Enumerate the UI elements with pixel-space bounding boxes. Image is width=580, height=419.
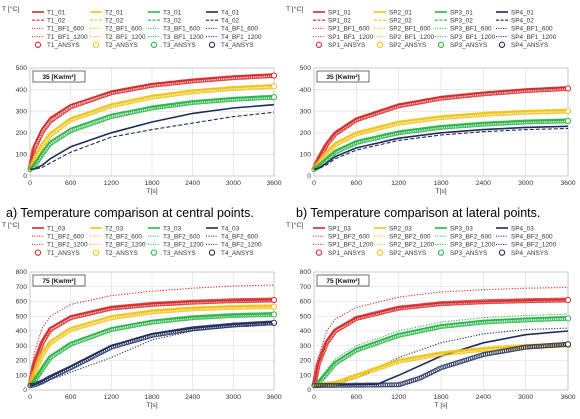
chart-panel-top-left xyxy=(2,5,282,195)
y-tick-label: 200 xyxy=(15,357,27,365)
legend-label: T2_BF2_1200 xyxy=(105,241,146,249)
y-tick-label: 0 xyxy=(23,173,27,181)
x-tick-label: 1800 xyxy=(144,394,160,401)
legend-label: T2_02 xyxy=(105,17,124,25)
x-tick-label: 1200 xyxy=(103,394,119,401)
x-tick-label: 2400 xyxy=(475,394,491,401)
x-tick-label: 600 xyxy=(64,180,77,187)
legend-marker-glyph xyxy=(499,42,504,47)
legend-item xyxy=(35,42,79,49)
legend-item xyxy=(374,26,431,33)
legend-label: T4_01 xyxy=(221,9,240,17)
legend-label: SP3_BF1_600 xyxy=(450,25,492,33)
legend-item xyxy=(374,234,431,241)
x-tick-label: 1800 xyxy=(433,180,449,187)
legend-item xyxy=(313,225,351,232)
y-tick-label: 400 xyxy=(15,86,27,94)
legend-marker-glyph xyxy=(316,250,321,255)
legend-label: SP2_ANSYS xyxy=(389,42,427,50)
legend-item xyxy=(438,42,487,49)
y-tick-label: 800 xyxy=(299,269,311,277)
legend-item xyxy=(90,18,124,25)
legend-label: T3_BF2_1200 xyxy=(163,241,204,249)
legend-label: SP1_BF1_1200 xyxy=(328,33,374,41)
legend-marker-glyph xyxy=(377,42,382,47)
legend-item xyxy=(313,9,351,16)
legend-item xyxy=(313,234,370,241)
legend-label: T1_02 xyxy=(47,17,66,25)
legend-item xyxy=(90,234,142,241)
legend-item xyxy=(148,34,204,41)
legend-item xyxy=(435,242,496,249)
y-axis-label: T [°C] xyxy=(286,6,304,13)
legend-label: T4_ANSYS xyxy=(221,249,254,257)
legend-item xyxy=(374,18,412,25)
legend-label: T4_BF2_600 xyxy=(221,233,258,241)
legend-item xyxy=(93,250,137,257)
y-tick-label: 200 xyxy=(299,130,311,137)
legend-label: SP2_ANSYS xyxy=(389,249,427,257)
legend-item xyxy=(496,34,557,41)
legend-label: SP2_01 xyxy=(389,9,412,17)
data-point xyxy=(565,342,570,347)
legend-label: T1_BF1_600 xyxy=(47,25,84,33)
data-point xyxy=(271,320,276,325)
legend-label: T1_ANSYS xyxy=(47,42,80,50)
legend-marker-glyph xyxy=(209,42,214,47)
y-tick-label: 400 xyxy=(299,328,311,336)
caption-a: a) Temperature comparison at central points. xyxy=(6,206,254,220)
legend-label: SP1_BF2_600 xyxy=(328,233,370,241)
legend-item xyxy=(148,234,200,241)
legend-label: T4_03 xyxy=(221,225,240,233)
legend-label: SP2_BF2_1200 xyxy=(389,241,435,249)
y-tick-label: 600 xyxy=(15,298,27,306)
legend-label: T1_BF2_600 xyxy=(47,233,84,241)
legend-item xyxy=(316,250,365,257)
data-point xyxy=(271,73,276,78)
y-axis-label: T [°C] xyxy=(286,222,304,229)
annotation-text: 75 [Kw/m²] xyxy=(42,278,76,286)
legend-label: T4_ANSYS xyxy=(221,42,254,50)
legend-label: T2_03 xyxy=(105,225,124,233)
legend-label: T3_03 xyxy=(163,225,182,233)
legend-label: SP2_03 xyxy=(389,225,412,233)
grid xyxy=(314,272,568,390)
legend-item xyxy=(313,26,370,33)
x-tick-label: 3000 xyxy=(225,394,241,401)
data-point xyxy=(271,312,276,317)
legend-item xyxy=(151,250,195,257)
data-point xyxy=(271,84,276,89)
legend-label: SP2_BF2_600 xyxy=(389,233,431,241)
legend-label: T2_BF2_600 xyxy=(105,233,142,241)
legend-item xyxy=(90,242,146,249)
legend-label: SP2_BF1_600 xyxy=(389,25,431,33)
legend-label: T3_BF1_1200 xyxy=(163,33,204,41)
legend-label: T2_BF1_1200 xyxy=(105,33,146,41)
legend-label: SP1_BF1_600 xyxy=(328,25,370,33)
y-tick-label: 300 xyxy=(15,342,27,350)
legend-item xyxy=(374,242,435,249)
y-tick-label: 100 xyxy=(299,372,311,380)
legend-marker-glyph xyxy=(151,250,156,255)
annotation-text: 75 [Kw/m²] xyxy=(326,278,360,286)
legend-label: SP4_01 xyxy=(511,9,534,17)
x-tick-label: 3600 xyxy=(266,180,282,187)
legend-item xyxy=(148,242,204,249)
annotation-text: 35 [Kw/m²] xyxy=(42,74,76,82)
legend-item xyxy=(148,18,182,25)
y-tick-label: 400 xyxy=(15,328,27,336)
legend-item xyxy=(151,42,195,49)
legend-item xyxy=(90,9,124,16)
x-axis-label: T[s] xyxy=(146,402,158,409)
legend-item xyxy=(313,242,374,249)
legend-marker-glyph xyxy=(35,42,40,47)
legend-item xyxy=(93,42,137,49)
legend-item xyxy=(35,250,79,257)
y-tick-label: 0 xyxy=(307,387,311,395)
legend-label: T1_01 xyxy=(47,9,66,17)
annotation-text: 35 [Kw/m²] xyxy=(326,74,360,82)
heat-flux-annotation xyxy=(33,275,85,286)
legend-label: SP4_BF2_600 xyxy=(511,233,553,241)
legend-item xyxy=(377,250,426,257)
chart-panel-top-right xyxy=(286,5,576,195)
data-point xyxy=(565,86,570,91)
x-tick-label: 1200 xyxy=(391,394,407,401)
legend-item xyxy=(374,9,412,16)
x-tick-label: 2400 xyxy=(185,180,201,187)
legend-item xyxy=(435,9,473,16)
legend-label: SP3_ANSYS xyxy=(450,42,488,50)
y-tick-label: 500 xyxy=(15,65,27,73)
legend-label: SP2_BF1_1200 xyxy=(389,33,435,41)
data-point xyxy=(271,304,276,309)
legend-label: SP4_ANSYS xyxy=(511,42,549,50)
x-tick-label: 3600 xyxy=(560,180,576,187)
legend-item xyxy=(374,34,435,41)
x-tick-label: 3000 xyxy=(225,180,241,187)
legend-marker-glyph xyxy=(499,250,504,255)
x-tick-label: 600 xyxy=(350,180,363,187)
data-point xyxy=(271,95,276,100)
x-tick-label: 3600 xyxy=(266,394,282,401)
y-tick-label: 400 xyxy=(299,86,311,94)
caption-b: b) Temperature comparison at lateral points. xyxy=(296,206,541,220)
x-tick-label: 1200 xyxy=(391,180,407,187)
data-point xyxy=(565,109,570,114)
legend xyxy=(313,225,557,257)
legend-item xyxy=(499,42,548,49)
legend-label: T3_ANSYS xyxy=(163,249,196,257)
legend-item xyxy=(313,34,374,41)
y-tick-label: 100 xyxy=(299,151,311,159)
y-tick-label: 100 xyxy=(15,372,27,380)
legend-label: SP4_02 xyxy=(511,17,534,25)
x-axis-label: T[s] xyxy=(435,188,447,195)
legend-label: T4_BF2_1200 xyxy=(221,241,262,249)
legend-item xyxy=(316,42,365,49)
legend-label: T4_BF1_1200 xyxy=(221,33,262,41)
legend-item xyxy=(435,234,492,241)
legend xyxy=(313,9,557,49)
legend-label: T1_03 xyxy=(47,225,66,233)
legend xyxy=(32,225,262,257)
y-tick-label: 0 xyxy=(23,387,27,395)
legend-item xyxy=(90,26,142,33)
legend-item xyxy=(499,250,548,257)
legend-item xyxy=(435,18,473,25)
y-tick-label: 300 xyxy=(15,108,27,116)
legend-label: SP3_ANSYS xyxy=(450,249,488,257)
legend-item xyxy=(32,26,84,33)
legend-label: SP3_01 xyxy=(450,9,473,17)
y-axis-label: T [°C] xyxy=(2,6,20,13)
x-tick-label: 3600 xyxy=(560,394,576,401)
chart-panel-bottom-right xyxy=(286,221,576,409)
legend-label: T2_01 xyxy=(105,9,124,17)
heat-flux-annotation xyxy=(317,71,369,82)
legend-marker-glyph xyxy=(35,250,40,255)
legend-label: SP3_BF1_1200 xyxy=(450,33,496,41)
legend-label: SP1_02 xyxy=(328,17,351,25)
x-tick-label: 0 xyxy=(28,394,32,401)
legend-label: SP1_ANSYS xyxy=(328,249,366,257)
legend-item xyxy=(206,242,262,249)
legend-marker-glyph xyxy=(93,250,98,255)
legend-item xyxy=(206,234,258,241)
legend-label: SP1_03 xyxy=(328,225,351,233)
legend-label: T2_BF1_600 xyxy=(105,25,142,33)
legend-label: SP3_03 xyxy=(450,225,473,233)
legend-label: SP4_03 xyxy=(511,225,534,233)
legend-item xyxy=(148,26,200,33)
x-tick-label: 0 xyxy=(28,180,32,187)
legend-item xyxy=(90,225,124,232)
x-tick-label: 600 xyxy=(64,394,77,401)
legend-label: SP4_BF2_1200 xyxy=(511,241,557,249)
x-tick-label: 2400 xyxy=(475,180,491,187)
legend-label: SP4_BF1_600 xyxy=(511,25,553,33)
data-point xyxy=(565,118,570,123)
legend-item xyxy=(209,250,253,257)
x-tick-label: 1800 xyxy=(144,180,160,187)
y-tick-label: 200 xyxy=(15,130,27,137)
legend-label: SP4_BF1_1200 xyxy=(511,33,557,41)
legend-item xyxy=(435,34,496,41)
legend-label: SP2_02 xyxy=(389,17,412,25)
legend-label: SP3_BF2_1200 xyxy=(450,241,496,249)
heat-flux-annotation xyxy=(317,275,369,286)
x-tick-label: 0 xyxy=(312,394,316,401)
legend-item xyxy=(148,9,182,16)
legend-item xyxy=(32,9,66,16)
x-tick-label: 600 xyxy=(350,394,363,401)
legend-label: SP3_BF2_600 xyxy=(450,233,492,241)
legend-label: T3_BF1_600 xyxy=(163,25,200,33)
y-tick-label: 700 xyxy=(299,283,311,291)
legend-label: T3_02 xyxy=(163,17,182,25)
legend-label: SP1_BF2_1200 xyxy=(328,241,374,249)
legend-label: T2_ANSYS xyxy=(105,249,138,257)
legend-item xyxy=(209,42,253,49)
legend-marker-glyph xyxy=(316,42,321,47)
heat-flux-annotation xyxy=(33,71,85,82)
x-tick-label: 0 xyxy=(312,180,316,187)
legend-item xyxy=(313,18,351,25)
legend-item xyxy=(496,9,534,16)
x-axis-label: T [s] xyxy=(434,402,448,409)
legend-item xyxy=(496,234,553,241)
y-tick-label: 700 xyxy=(15,283,27,291)
legend-item xyxy=(496,225,534,232)
legend-label: SP3_02 xyxy=(450,17,473,25)
legend-label: SP1_01 xyxy=(328,9,351,17)
legend-label: T4_BF1_600 xyxy=(221,25,258,33)
legend-marker-glyph xyxy=(377,250,382,255)
legend-item xyxy=(435,26,492,33)
legend-label: T4_02 xyxy=(221,17,240,25)
legend-label: T1_ANSYS xyxy=(47,249,80,257)
legend-label: T1_BF2_1200 xyxy=(47,241,88,249)
data-point xyxy=(565,316,570,321)
legend-label: T2_ANSYS xyxy=(105,42,138,50)
legend-item xyxy=(496,242,557,249)
x-tick-label: 1800 xyxy=(433,394,449,401)
legend-label: T1_BF1_1200 xyxy=(47,33,88,41)
x-tick-label: 3000 xyxy=(518,394,534,401)
x-tick-label: 2400 xyxy=(185,394,201,401)
legend-item xyxy=(206,26,258,33)
legend-item xyxy=(90,34,146,41)
legend-marker-glyph xyxy=(209,250,214,255)
y-tick-label: 300 xyxy=(299,108,311,116)
legend-item xyxy=(377,42,426,49)
legend-item xyxy=(206,34,262,41)
legend-item xyxy=(32,18,66,25)
legend-item xyxy=(206,225,240,232)
legend-item xyxy=(148,225,182,232)
legend-item xyxy=(206,9,240,16)
x-axis-label: T[s] xyxy=(146,188,158,195)
y-tick-label: 600 xyxy=(299,298,311,306)
legend-marker-glyph xyxy=(151,42,156,47)
y-tick-label: 200 xyxy=(299,357,311,365)
legend-label: SP4_ANSYS xyxy=(511,249,549,257)
legend-item xyxy=(374,225,412,232)
x-tick-label: 1200 xyxy=(103,180,119,187)
y-tick-label: 800 xyxy=(15,269,27,277)
legend-label: SP1_ANSYS xyxy=(328,42,366,50)
legend-item xyxy=(32,225,66,232)
legend-label: T3_ANSYS xyxy=(163,42,196,50)
data-point xyxy=(565,297,570,302)
legend-item xyxy=(32,34,88,41)
legend-item xyxy=(32,242,88,249)
legend-item xyxy=(32,234,84,241)
y-tick-label: 500 xyxy=(299,65,311,73)
legend-marker-glyph xyxy=(438,42,443,47)
legend-marker-glyph xyxy=(93,42,98,47)
x-tick-label: 3000 xyxy=(518,180,534,187)
data-point xyxy=(271,297,276,302)
y-axis-label: T [°C] xyxy=(2,222,20,229)
legend xyxy=(32,9,262,49)
legend-item xyxy=(435,225,473,232)
y-tick-label: 0 xyxy=(307,173,311,181)
y-tick-label: 500 xyxy=(15,313,27,321)
legend-item xyxy=(496,26,553,33)
legend-item xyxy=(438,250,487,257)
legend-label: T3_01 xyxy=(163,9,182,17)
legend-item xyxy=(206,18,240,25)
y-tick-label: 100 xyxy=(15,151,27,159)
legend-label: T3_BF2_600 xyxy=(163,233,200,241)
y-tick-label: 500 xyxy=(299,313,311,321)
legend-item xyxy=(496,18,534,25)
chart-panel-bottom-left xyxy=(2,221,282,409)
y-tick-label: 300 xyxy=(299,342,311,350)
legend-marker-glyph xyxy=(438,250,443,255)
